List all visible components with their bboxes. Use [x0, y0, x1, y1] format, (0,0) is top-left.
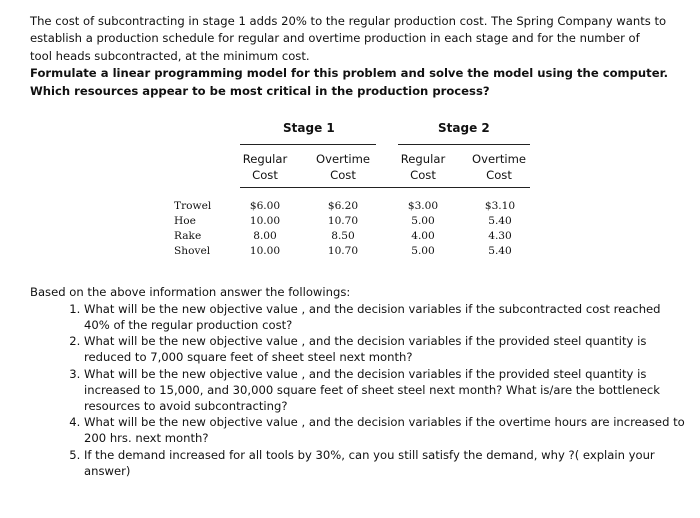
table-cell: 8.00	[253, 230, 277, 242]
row-label-trowel: Trowel	[174, 200, 212, 212]
header-rule	[240, 187, 530, 188]
column-header-stage2-regular: Regular Cost	[400, 152, 446, 182]
table-cell: $3.10	[484, 200, 516, 212]
list-item: 4. What will be the new objective value , and the decision variables if the overtime hours are increased to 200 hrs. next month?	[84, 415, 685, 447]
table-cell: 4.00	[411, 230, 435, 242]
stage-1-label: Stage 1	[283, 121, 335, 135]
table-cell: 4.30	[488, 230, 512, 242]
column-header-stage2-overtime: Overtime Cost	[471, 152, 527, 182]
cost-table	[172, 121, 542, 271]
stage-1-rule	[240, 144, 376, 145]
table-cell: 10.00	[249, 245, 281, 257]
row-label-rake: Rake	[174, 230, 202, 242]
list-item: 2. What will be the new objective value , and the decision variables if the provided steel quantity is reduced to 7,000 square feet of sheet steel next month?	[84, 334, 685, 366]
instruction-formulate: Formulate a linear programming model for this problem and solve the model using the computer.	[30, 66, 669, 81]
stage-2-rule	[398, 144, 530, 145]
problem-intro	[30, 13, 682, 100]
intro-line-2: establish a production schedule for regular and overtime production in each stage and for the number of	[30, 31, 640, 46]
followup-questions	[30, 285, 685, 481]
table-cell: 10.70	[327, 245, 359, 257]
row-label-hoe: Hoe	[174, 215, 196, 227]
table-cell: $3.00	[407, 200, 439, 212]
column-header-stage1-overtime: Overtime Cost	[315, 152, 371, 182]
intro-line-3: tool heads subcontracted, at the minimum cost.	[30, 48, 310, 63]
instruction-critical-resources: Which resources appear to be most critical in the production process?	[30, 83, 490, 98]
list-item: 5. If the demand increased for all tools by 30%, can you still satisfy the demand, why ?( explain your answer)	[84, 448, 685, 480]
intro-line-1: The cost of subcontracting in stage 1 adds 20% to the regular production cost. The Spring Company wants to	[30, 14, 667, 28]
stage-2-label: Stage 2	[438, 121, 490, 135]
table-cell: 5.40	[488, 245, 512, 257]
table-cell: $6.20	[327, 200, 359, 212]
table-cell: $6.00	[249, 200, 281, 212]
table-cell: 5.00	[411, 245, 435, 257]
table-cell: 5.40	[488, 215, 512, 227]
question-list	[30, 302, 685, 480]
table-cell: 10.00	[249, 215, 281, 227]
list-item: 3. What will be the new objective value , and the decision variables if the provided steel quantity is increased to 15,000, and 30,000 square feet of sheet steel next month? What is/are the bottleneck resources to avoid subcontracting?	[84, 367, 685, 414]
table-cell: 10.70	[327, 215, 359, 227]
table-cell: 8.50	[331, 230, 355, 242]
list-item: 1. What will be the new objective value , and the decision variables if the subcontracted cost reached 40% of the regular production cost?	[84, 302, 685, 334]
followup-lead: Based on the above information answer the followings:	[30, 285, 351, 299]
table-cell: 5.00	[411, 215, 435, 227]
row-label-shovel: Shovel	[174, 245, 211, 257]
column-header-stage1-regular: Regular Cost	[242, 152, 288, 182]
